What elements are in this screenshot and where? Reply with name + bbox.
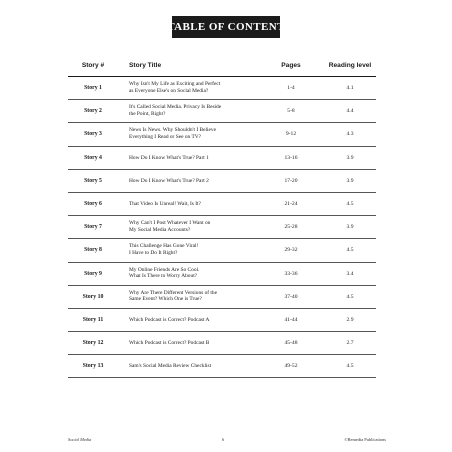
table-header [68, 56, 376, 77]
story-title: Why Isn't My Life as Exciting and Perfect as Everyone Else's on Social Media? [129, 81, 221, 94]
table-row [68, 239, 376, 262]
story-pages: 1-4 [287, 85, 295, 91]
story-number: Story 2 [84, 108, 102, 115]
header-title: Story Title [129, 62, 162, 69]
story-pages: 29-32 [284, 247, 298, 254]
story-pages: 17-20 [284, 177, 298, 184]
story-reading-level: 4.5 [346, 363, 354, 370]
story-reading-level: 4.1 [346, 85, 354, 91]
story-title: How Do I Know What's True? Part 1 [129, 154, 209, 161]
story-pages: 5-8 [287, 108, 295, 115]
story-title: This Challenge Has Gone Viral! I Have to Do It Right? [129, 243, 199, 256]
story-number: Story 6 [84, 200, 102, 207]
story-reading-level: 3.9 [346, 224, 354, 231]
story-title: Which Podcast is Correct? Podcast B [129, 340, 210, 347]
table-row [68, 309, 376, 332]
story-number: Story 7 [84, 224, 102, 231]
table-row [68, 170, 376, 193]
story-number: Story 5 [84, 177, 102, 184]
header-reading-level: Reading level [328, 62, 372, 69]
story-title: It's Called Social Media. Privacy Is Beside the Point, Right? [129, 104, 222, 117]
story-title: That Video Is Unreal! Wait, Is It? [129, 200, 201, 207]
story-reading-level: 2.9 [346, 316, 354, 323]
story-pages: 9-12 [285, 131, 297, 138]
story-pages: 41-44 [284, 316, 298, 323]
header-story: Story # [81, 62, 105, 69]
table-row [68, 332, 376, 355]
table-row [68, 123, 376, 146]
page-title: TABLE OF CONTENT [172, 16, 280, 38]
story-title: My Online Friends Are So Cool. What Is There to Worry About? [129, 266, 200, 280]
footer-page-number: 6 [222, 437, 225, 442]
story-pages: 25-28 [284, 224, 298, 231]
page-footer [68, 437, 386, 445]
story-title: Why Are There Different Versions of the Same Event? Which One is True? [129, 289, 218, 303]
story-pages: 49-52 [284, 363, 298, 370]
table-row [68, 100, 376, 123]
story-pages: 45-48 [284, 340, 298, 347]
story-reading-level: 4.4 [346, 108, 354, 115]
story-reading-level: 3.4 [346, 270, 354, 277]
story-reading-level: 4.5 [346, 293, 354, 300]
story-pages: 21-24 [284, 200, 298, 207]
story-pages: 33-36 [284, 270, 298, 277]
story-number: Story 10 [82, 293, 104, 300]
story-number: Story 12 [82, 340, 104, 347]
story-reading-level: 4.5 [346, 247, 354, 254]
table-row [68, 355, 376, 378]
story-title: News Is News. Why Shouldn't I Believe Everything I Read or See on TV? [129, 127, 216, 140]
story-number: Story 13 [82, 363, 104, 370]
table-row [68, 193, 376, 216]
story-number: Story 11 [82, 316, 104, 323]
table-of-contents [68, 56, 376, 378]
footer-publisher: ©Remedia Publications [344, 437, 386, 442]
story-pages: 13-16 [284, 154, 298, 161]
story-title: How Do I Know What's True? Part 2 [129, 177, 209, 184]
footer-series-title: Social Media [68, 437, 92, 442]
table-row [68, 77, 376, 100]
header-pages: Pages [281, 62, 301, 69]
story-title: Which Podcast is Correct? Podcast A [129, 316, 210, 323]
story-title: Sam's Social Media Review Checklist [129, 363, 212, 370]
story-title: Why Can't I Post Whatever I Want on My Social Media Accounts? [129, 220, 211, 233]
story-reading-level: 4.5 [346, 200, 354, 207]
story-number: Story 9 [84, 270, 102, 277]
table-row [68, 263, 376, 286]
story-reading-level: 3.9 [346, 177, 354, 184]
story-reading-level: 3.9 [346, 154, 354, 161]
story-number: Story 4 [84, 154, 102, 161]
story-reading-level: 2.7 [346, 340, 354, 347]
table-row [68, 147, 376, 170]
story-reading-level: 4.3 [346, 131, 354, 138]
table-row [68, 286, 376, 309]
story-number: Story 3 [84, 131, 102, 138]
table-row [68, 216, 376, 239]
story-pages: 37-40 [284, 293, 298, 300]
story-number: Story 1 [84, 85, 102, 91]
story-number: Story 8 [84, 247, 102, 254]
